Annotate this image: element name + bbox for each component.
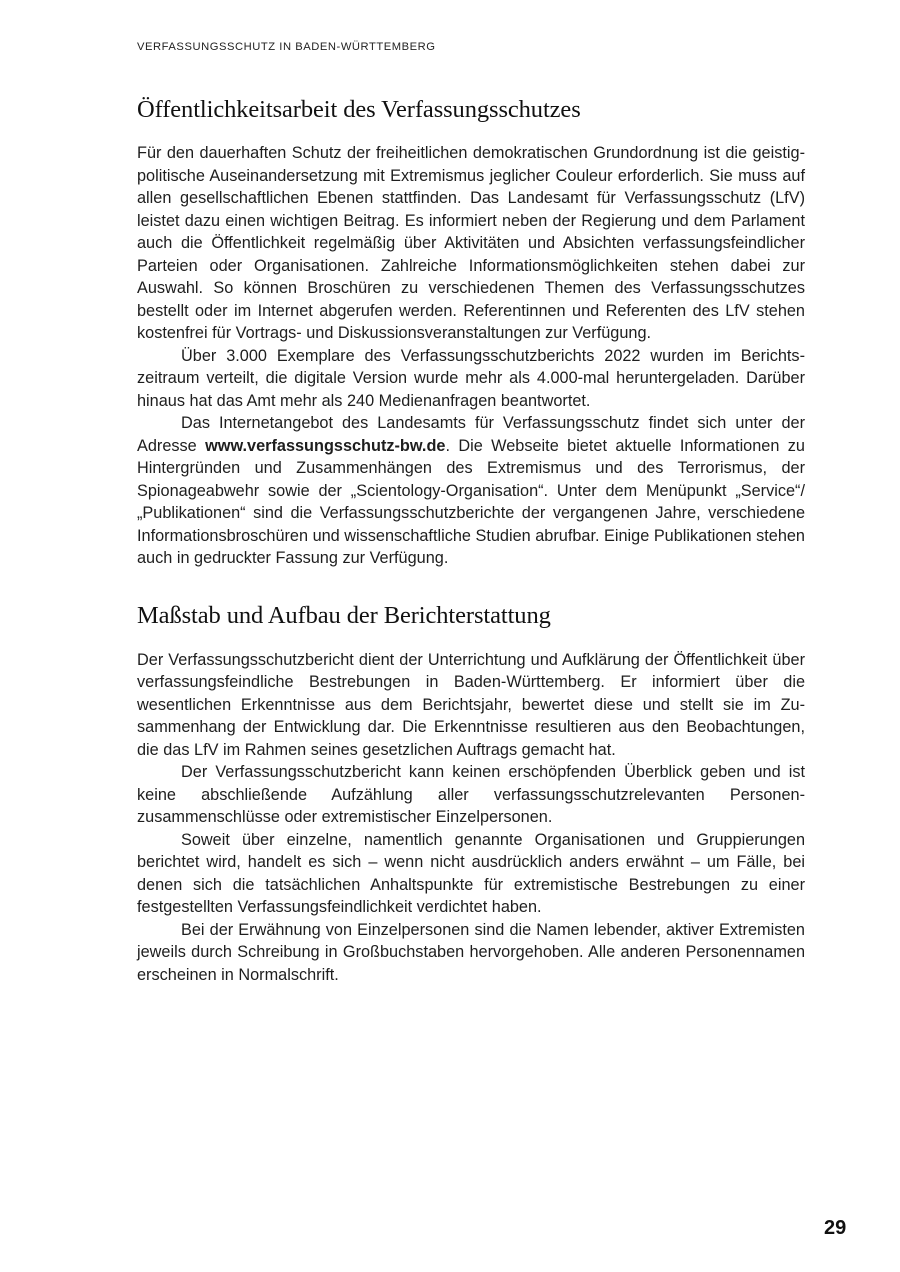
section-public-relations [137, 95, 805, 570]
paragraph: Der Verfassungsschutzbericht kann keinen erschöpfenden Überblick geben und ist keine abschließende Aufzählung aller verfassungsschutzrelevanten Personenzusammenschlüsse oder extremistischer Einzelpersonen. [137, 763, 805, 826]
section-heading: Öffentlichkeitsarbeit des Verfassungsschutzes [137, 96, 581, 123]
paragraph: Für den dauerhaften Schutz der freiheitlichen demokratischen Grundordnung ist die geistig-politische Auseinandersetzung mit Extremismus jeglicher Couleur erforderlich. Sie muss auf allen gesellschaftlichen Ebenen stattfinden. Das Landesamt für Verfassungsschutz (LfV) leistet dazu einen wichtigen Beitrag. Es informiert neben der Regierung und dem Parlament auch die Öffentlichkeit regelmäßig über Aktivitäten und Absichten verfassungsfeindlicher Parteien oder Organisationen. Zahlreiche Informationsmöglichkeiten stehen dabei zur Auswahl. So können Broschüren zu verschiedenen Themen des Verfassungsschutzes bestellt oder im Internet abgerufen werden. Referentinnen und Referenten des LfV stehen kostenfrei für Vortrags- und Diskussionsveranstaltungen zur Verfügung. [137, 144, 805, 342]
paragraph: Bei der Erwähnung von Einzelpersonen sind die Namen lebender, aktiver Extremisten jeweils durch Schreibung in Großbuchstaben hervorgehoben. Alle anderen Personennamen erscheinen in Normalschrift. [137, 920, 805, 984]
paragraph: Soweit über einzelne, namentlich genannte Organisationen und Gruppierungen berichtet wird, handelt es sich – wenn nicht ausdrücklich anders erwähnt – um Fälle, bei denen sich die tatsächlichen Anhaltspunkte für extremistische Bestrebungen zu einer festgestellten Verfassungsfeindlichkeit verdichtet haben. [137, 830, 805, 916]
paragraph-text: . Die Webseite bietet aktuelle Informationen zu Hintergründen und Zusammenhängen des Extremismus und des Terrorismus, der Spionageabwehr sowie der „Scientology-Organisation“. Unter dem Menüpunkt „Service“/„Publikationen“ sind die Verfassungsschutzberichte der vergangenen Jahre, verschiedene Informationsbroschüren und wissenschaftliche Studien abrufbar. Einige Publikationen stehen auch in gedruckter Fassung zur Verfügung. [137, 436, 805, 567]
paragraph: Der Verfassungsschutzbericht dient der Unterrichtung und Aufklärung der Öffentlichkeit über verfassungsfeindliche Bestrebungen in Baden-Württemberg. Er informiert über die wesentlichen Erkenntnisse aus dem Berichtsjahr, bewertet diese und stellt sie im Zusammenhang der Entwicklung dar. Die Erkenntnisse resultieren aus den Beobachtungen, die das LfV im Rahmen seines gesetzlichen Auftrags gemacht hat. [137, 650, 805, 759]
page-number: 29 [824, 1217, 847, 1239]
paragraph [137, 412, 805, 570]
section-reporting-standards [137, 601, 805, 987]
section-heading: Maßstab und Aufbau der Berichterstattung [137, 601, 551, 629]
paragraph: Über 3.000 Exemplare des Verfassungsschutzberichts 2022 wurden im Berichtszeitraum verteilt, die digitale Version wurde mehr als 4.000-mal heruntergeladen. Darüber hinaus hat das Amt mehr als 240 Medienanfragen beantwortet. [137, 346, 805, 410]
running-head: VERFASSUNGSSCHUTZ IN BADEN-WÜRTTEMBERG [137, 41, 436, 53]
page-content [137, 90, 805, 986]
website-link[interactable]: www.verfassungsschutz-bw.de [205, 436, 446, 455]
paragraph-text: Das Internetangebot des Landesamts für Verfassungsschutz findet sich unter der Adresse [137, 414, 805, 455]
